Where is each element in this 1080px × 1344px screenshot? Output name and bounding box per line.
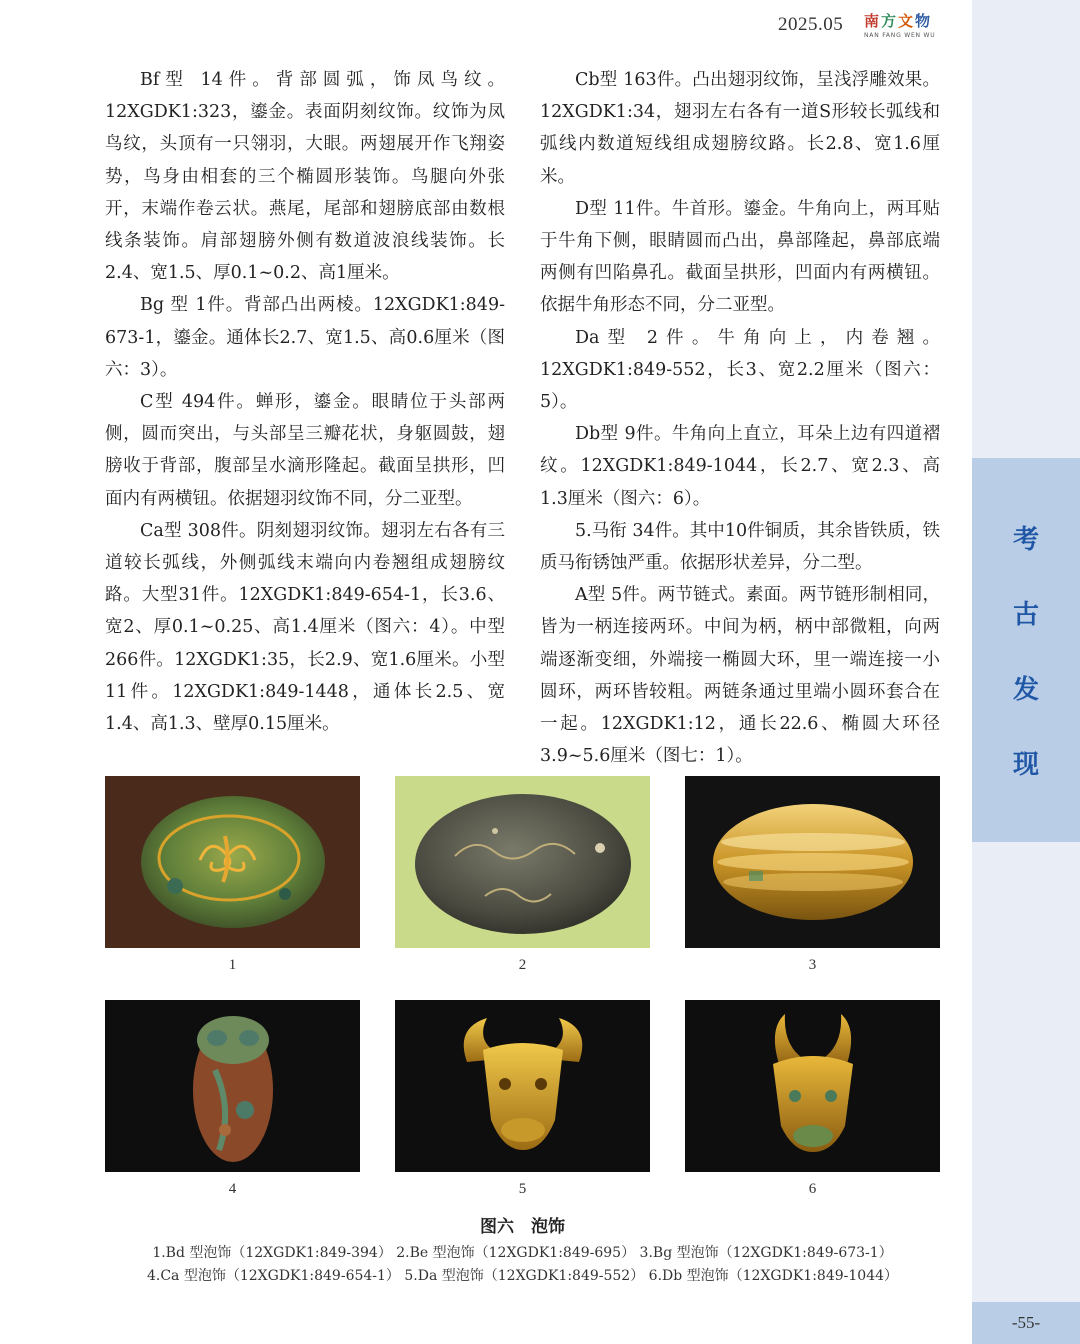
section-char: 发 [1012,675,1039,705]
photo-label: 3 [808,957,817,973]
photo-label: 4 [228,1181,237,1197]
left-text-column [105,64,505,740]
section-char: 现 [1012,750,1039,780]
photo-ca-ornament [105,1000,360,1172]
paragraph: Bf型 14件。背部圆弧，饰凤鸟纹。12XGDK1:323，鎏金。表面阴刻纹饰。纹饰为凤鸟纹，头顶有一只翎羽，大眼。两翅展开作飞翔姿势，鸟身由相套的三个椭圆形装饰。鸟腿向外张开，末端作卷云状。燕尾，尾部和翅膀底部由数根线条装饰。肩部翅膀外侧有数道波浪线装饰。长2.4、宽1.5、厚0.1~0.2、高1厘米。 [105,70,505,284]
figure-title: 图六 泡饰 [480,1217,565,1237]
page-number: -55- [972,1302,1080,1344]
paragraph: Ca型 308件。阴刻翅羽纹饰。翅羽左右各有三道较长弧线，外侧弧线末端向内卷翘组成翅膀纹路。大型31件。12XGDK1:849-654-1，长3.6、宽2、厚0.1~0.25、高1.4厘米（图六：4）。中型266件。12XGDK1:35，长2.9、宽1.6厘米。小型11件。12XGDK1:849-1448，通体长2.5、宽1.4、高1.3、壁厚0.15厘米。 [105,520,505,735]
photo-be-ornament [395,776,650,948]
paragraph: D型 11件。牛首形。鎏金。牛角向上，两耳贴于牛角下侧，眼睛圆而凸出，鼻部隆起，鼻部底端两侧有凹陷鼻孔。截面呈拱形，凹面内有两横钮。依据牛角形态不同，分二亚型。 [540,198,940,316]
photo-label: 2 [518,957,527,973]
section-char: 考 [1012,525,1039,555]
paragraph: Cb型 163件。凸出翅羽纹饰，呈浅浮雕效果。12XGDK1:34，翅羽左右各有一道S形较长弧线和弧线内数道短线组成翅膀纹路。长2.8、宽1.6厘米。 [540,70,940,187]
section-tab [972,458,1080,842]
photo-db-ornament [685,1000,940,1172]
section-char: 古 [1012,600,1039,630]
figure-caption-line: 4.Ca 型泡饰（12XGDK1:849-654-1） 5.Da 型泡饰（12XGDK1:849-552） 6.Db 型泡饰（12XGDK1:849-1044） [146,1268,899,1284]
paragraph: A型 5件。两节链式。素面。两节链形制相同，皆为一柄连接两环。中间为柄，柄中部微粗，向两端逐渐变细，外端接一椭圆大环，里一端连接一小圆环，两环皆较粗。两链条通过里端小圆环套合在一起。12XGDK1:12，通长22.6、椭圆大环径3.9~5.6厘米（图七：1）。 [540,585,940,767]
paragraph: Bg 型 1件。背部凸出两棱。12XGDK1:849-673-1，鎏金。通体长2.7、宽1.5、高0.6厘米（图六：3）。 [105,295,505,380]
logo-pinyin: NAN FANG WEN WU [864,32,936,39]
photo-bd-ornament [105,776,360,948]
paragraph: Da型 2件。牛角向上，内卷翘。12XGDK1:849-552，长3、宽2.2厘米（图六：5）。 [540,327,940,413]
paragraph: 5.马衔 34件。其中10件铜质，其余皆铁质，铁质马衔锈蚀严重。依据形状差异，分二型。 [540,520,940,574]
photo-label: 5 [518,1181,527,1197]
photo-label: 6 [808,1181,817,1197]
logo-chinese: 南方文物 [864,12,933,30]
issue-date: 2025.05 [778,14,844,35]
section-sidebar [972,0,1080,1344]
right-text-column [540,64,940,772]
figure-caption-line: 1.Bd 型泡饰（12XGDK1:849-394） 2.Be 型泡饰（12XGDK1:849-695） 3.Bg 型泡饰（12XGDK1:849-673-1） [152,1245,893,1261]
journal-logo [864,10,944,42]
paragraph: C型 494件。蝉形，鎏金。眼睛位于头部两侧，圆而突出，与头部呈三瓣花状，身躯圆鼓，翅膀收于背部，腹部呈水滴形隆起。截面呈拱形，凹面内有两横钮。依据翅羽纹饰不同，分二亚型。 [105,392,505,509]
photo-label: 1 [228,957,237,973]
photo-da-ornament [395,1000,650,1172]
photo-bg-ornament [685,776,940,948]
paragraph: Db型 9件。牛角向上直立，耳朵上边有四道褶纹。12XGDK1:849-1044，长2.7、宽2.3、高1.3厘米（图六：6）。 [540,424,940,509]
